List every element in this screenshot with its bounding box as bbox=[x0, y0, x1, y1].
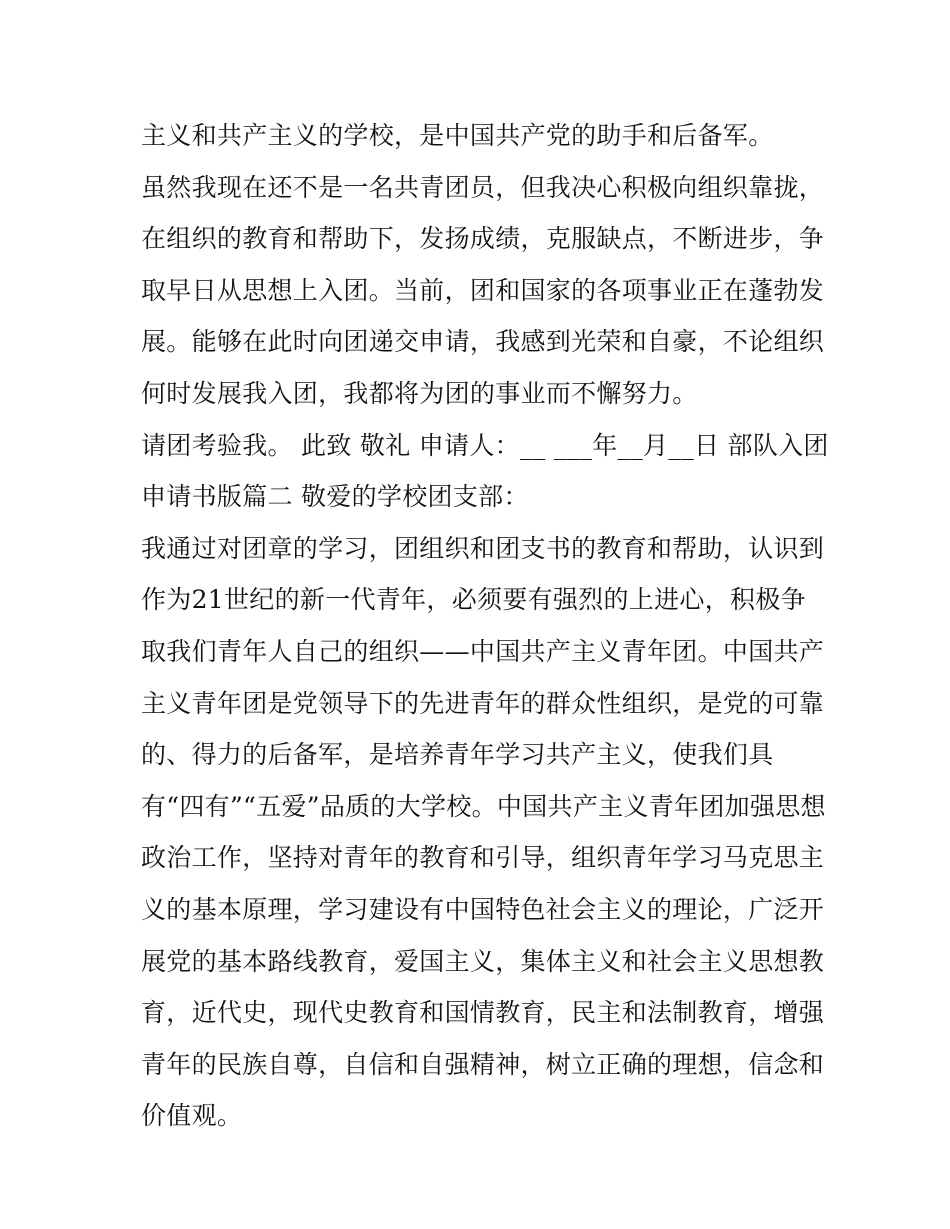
text-line: 有“四有”“五爱”品质的大学校。中国共产主义青年团加强思想 bbox=[141, 791, 826, 821]
text-line: 价值观。 bbox=[141, 1101, 243, 1131]
text-line: 义的基本原理，学习建设有中国特色社会主义的理论，广泛开 bbox=[141, 894, 825, 924]
text-line: 展党的基本路线教育，爱国主义，集体主义和社会主义思想教 bbox=[141, 946, 825, 976]
text-line: 主义和共产主义的学校，是中国共产党的助手和后备军。 bbox=[141, 121, 774, 150]
text-line: 政治工作，坚持对青年的教育和引导，组织青年学习马克思主 bbox=[141, 843, 825, 873]
text-line: 我通过对团章的学习，团组织和团支书的教育和帮助，认识到 bbox=[141, 533, 825, 563]
section-heading-line: 申请书版篇二 敬爱的学校团支部： bbox=[141, 482, 529, 512]
text-line: 育，近代史，现代史教育和国情教育，民主和法制教育，增强 bbox=[141, 998, 825, 1028]
text-line: 取早日从思想上入团。当前，团和国家的各项事业正在蓬勃发 bbox=[141, 275, 825, 305]
text-line: 展。能够在此时向团递交申请，我感到光荣和自豪，不论组织 bbox=[141, 327, 825, 357]
text-line: 的、得力的后备军，是培养青年学习共产主义，使我们具 bbox=[141, 740, 774, 770]
document-body bbox=[141, 110, 829, 1142]
text-line: 在组织的教育和帮助下，发扬成绩，克服缺点，不断进步，争 bbox=[141, 224, 825, 254]
text-line: 虽然我现在还不是一名共青团员，但我决心积极向组织靠拢， bbox=[141, 172, 825, 202]
text-line: 青年的民族自尊，自信和自强精神，树立正确的理想，信念和 bbox=[141, 1049, 825, 1079]
text-line: 主义青年团是党领导下的先进青年的群众性组织，是党的可靠 bbox=[141, 688, 825, 718]
text-line: 作为21世纪的新一代青年，必须要有强烈的上进心，积极争 bbox=[141, 585, 806, 615]
text-line: 请团考验我。 此致 敬礼 申请人：__ ___年__月__日 部队入团 bbox=[141, 430, 829, 460]
text-line: 何时发展我入团，我都将为团的事业而不懈努力。 bbox=[141, 378, 698, 408]
text-line: 取我们青年人自己的组织——中国共产主义青年团。中国共产 bbox=[141, 636, 825, 666]
